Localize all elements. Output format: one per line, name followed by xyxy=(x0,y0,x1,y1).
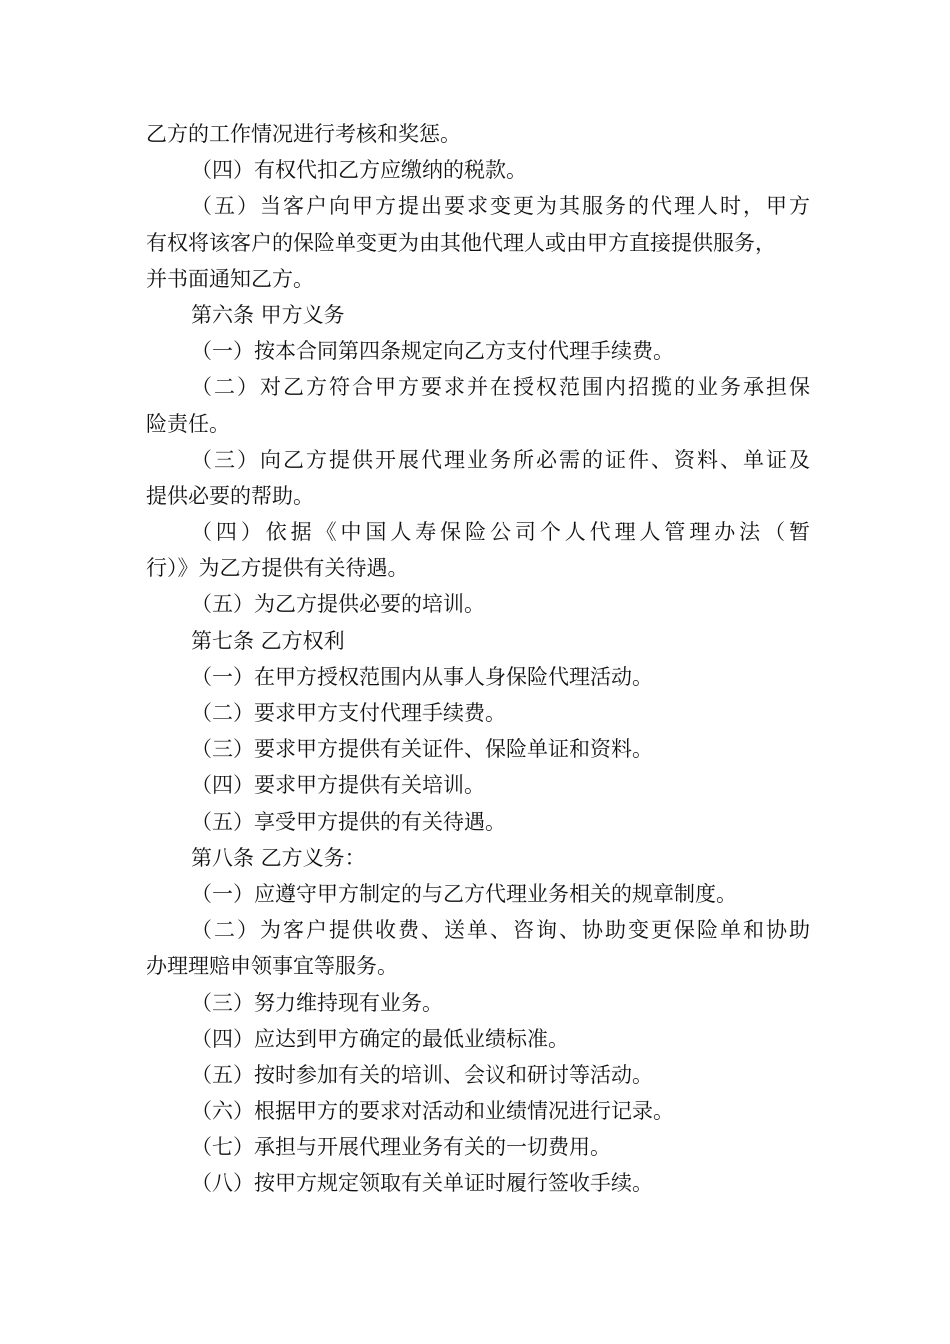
clause-item: （四）应达到甲方确定的最低业绩标准。 xyxy=(191,1026,569,1051)
body-line: 险责任。 xyxy=(146,411,230,436)
clause-item: （四）要求甲方提供有关培训。 xyxy=(191,773,485,798)
body-line: 办理理赔申领事宜等服务。 xyxy=(146,954,398,979)
clause-item: （三）要求甲方提供有关证件、保险单证和资料。 xyxy=(191,737,653,762)
clause-item: （二）对乙方符合甲方要求并在授权范围内招揽的业务承担保 xyxy=(191,375,810,400)
clause-item: （二）要求甲方支付代理手续费。 xyxy=(191,701,506,725)
document-body xyxy=(146,116,810,1202)
clause-item: （四）有权代扣乙方应缴纳的税款。 xyxy=(191,158,527,183)
clause-item: （二）为客户提供收费、送单、咨询、协助变更保险单和协助 xyxy=(191,918,810,943)
clause-item: （四）依据《中国人寿保险公司个人代理人管理办法（暂 xyxy=(191,520,810,545)
clause-item: （六）根据甲方的要求对活动和业绩情况进行记录。 xyxy=(191,1099,674,1124)
clause-item: （三）努力维持现有业务。 xyxy=(191,990,443,1015)
body-line: 提供必要的帮助。 xyxy=(146,483,314,508)
clause-item: （五）按时参加有关的培训、会议和研讨等活动。 xyxy=(191,1062,653,1087)
clause-item: （八）按甲方规定领取有关单证时履行签收手续。 xyxy=(191,1171,653,1196)
clause-item: （五）享受甲方提供的有关待遇。 xyxy=(191,809,506,834)
article-heading: 第七条 乙方权利 xyxy=(191,628,345,653)
article-heading: 第八条 乙方义务： xyxy=(191,845,366,870)
body-line: 行）》为乙方提供有关待遇。 xyxy=(146,556,409,581)
clause-item: （一）在甲方授权范围内从事人身保险代理活动。 xyxy=(191,664,653,689)
article-heading: 第六条 甲方义务 xyxy=(191,302,345,327)
clause-item: （一）按本合同第四条规定向乙方支付代理手续费。 xyxy=(191,339,674,364)
clause-item: （七）承担与开展代理业务有关的一切费用。 xyxy=(191,1135,611,1160)
clause-item: （五）为乙方提供必要的培训。 xyxy=(191,592,485,617)
clause-item: （五）当客户向甲方提出要求变更为其服务的代理人时，甲方 xyxy=(191,194,810,219)
clause-item: （一）应遵守甲方制定的与乙方代理业务相关的规章制度。 xyxy=(191,881,737,906)
clause-item: （三）向乙方提供开展代理业务所必需的证件、资料、单证及 xyxy=(191,447,810,472)
body-line: 有权将该客户的保险单变更为由其他代理人或由甲方直接提供服务， xyxy=(146,230,776,255)
body-line: 并书面通知乙方。 xyxy=(146,266,314,291)
body-line: 乙方的工作情况进行考核和奖惩。 xyxy=(146,122,461,146)
